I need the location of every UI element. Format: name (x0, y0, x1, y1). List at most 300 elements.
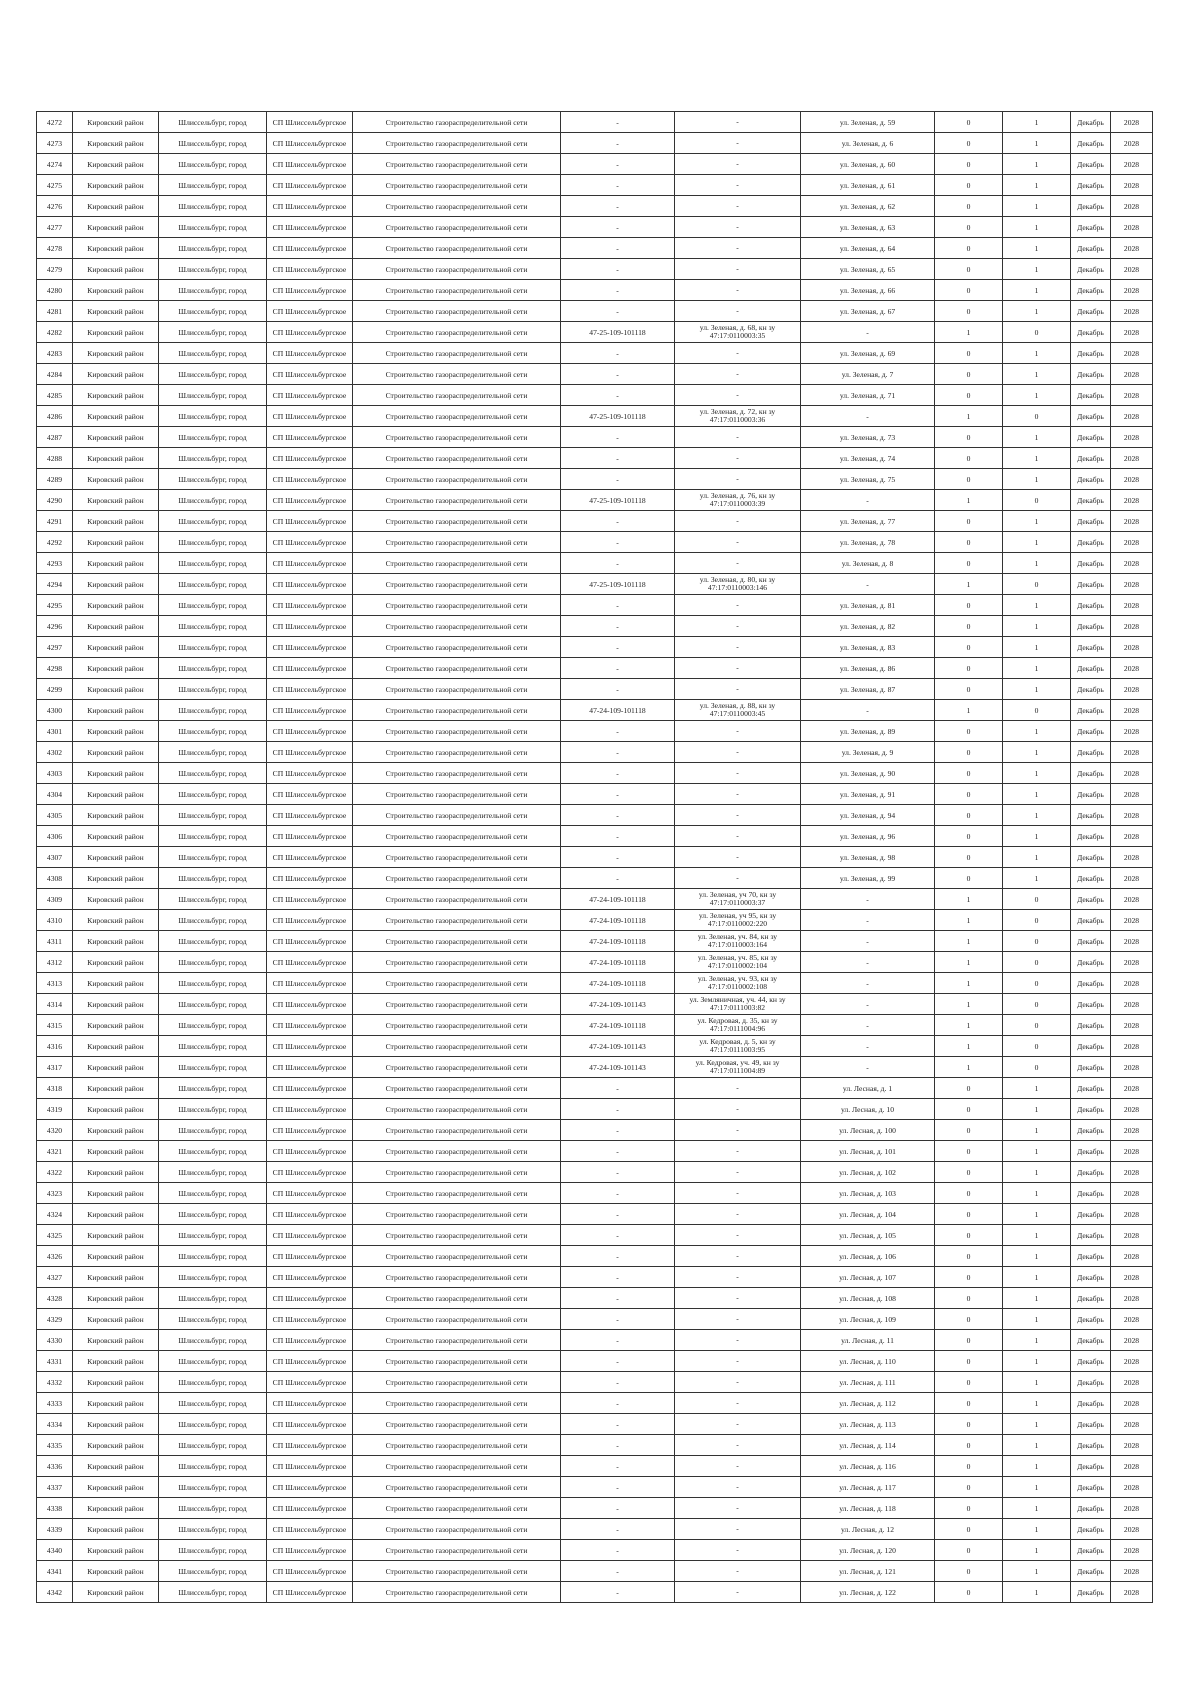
cell-row-number: 4300 (37, 700, 73, 721)
cell-settlement: Шлиссельбург, город (159, 1057, 267, 1078)
table-row (37, 1120, 1153, 1141)
cell-count-b: 1 (1003, 217, 1071, 238)
cell-municipality: СП Шлиссельбургское (267, 301, 353, 322)
cell-year: 2028 (1111, 1414, 1153, 1435)
cell-month: Декабрь (1071, 238, 1111, 259)
cell-count-a: 0 (935, 679, 1003, 700)
cell-work-type: Строительство газораспределительной сети (353, 1540, 561, 1561)
cell-gdo-code: - (561, 1204, 675, 1225)
cell-cadastral-address: - (675, 1330, 801, 1351)
cell-count-a: 0 (935, 1477, 1003, 1498)
cell-cadastral-address: ул. Кедровая, д. 5, кн зу 47:17:0111003:95 (675, 1036, 801, 1057)
cell-row-number: 4293 (37, 553, 73, 574)
cell-month: Декабрь (1071, 1309, 1111, 1330)
cell-address: ул. Лесная, д. 118 (801, 1498, 935, 1519)
cell-address: ул. Зеленая, д. 67 (801, 301, 935, 322)
cell-cadastral-address: - (675, 1309, 801, 1330)
cell-count-b: 1 (1003, 364, 1071, 385)
cell-municipality: СП Шлиссельбургское (267, 784, 353, 805)
cell-cadastral-address: - (675, 1099, 801, 1120)
cell-count-b: 1 (1003, 1393, 1071, 1414)
cell-address: ул. Зеленая, д. 65 (801, 259, 935, 280)
cell-municipality: СП Шлиссельбургское (267, 616, 353, 637)
cell-address: ул. Лесная, д. 105 (801, 1225, 935, 1246)
cell-row-number: 4319 (37, 1099, 73, 1120)
cell-address: ул. Зеленая, д. 64 (801, 238, 935, 259)
cell-count-a: 1 (935, 406, 1003, 427)
cell-municipality: СП Шлиссельбургское (267, 133, 353, 154)
cell-work-type: Строительство газораспределительной сети (353, 994, 561, 1015)
cell-year: 2028 (1111, 175, 1153, 196)
cell-district: Кировский район (73, 1246, 159, 1267)
cell-settlement: Шлиссельбург, город (159, 1288, 267, 1309)
cell-row-number: 4325 (37, 1225, 73, 1246)
cell-address: - (801, 700, 935, 721)
cell-year: 2028 (1111, 1456, 1153, 1477)
cell-row-number: 4332 (37, 1372, 73, 1393)
cell-gdo-code: - (561, 469, 675, 490)
cell-row-number: 4295 (37, 595, 73, 616)
cell-month: Декабрь (1071, 1141, 1111, 1162)
cell-year: 2028 (1111, 826, 1153, 847)
cell-municipality: СП Шлиссельбургское (267, 1141, 353, 1162)
cell-address: - (801, 931, 935, 952)
cell-district: Кировский район (73, 1225, 159, 1246)
table-row (37, 889, 1153, 910)
cell-municipality: СП Шлиссельбургское (267, 1099, 353, 1120)
cell-year: 2028 (1111, 1498, 1153, 1519)
cell-address: ул. Зеленая, д. 62 (801, 196, 935, 217)
cell-month: Декабрь (1071, 553, 1111, 574)
cell-row-number: 4285 (37, 385, 73, 406)
cell-month: Декабрь (1071, 1036, 1111, 1057)
cell-work-type: Строительство газораспределительной сети (353, 1351, 561, 1372)
cell-settlement: Шлиссельбург, город (159, 1309, 267, 1330)
cell-count-a: 0 (935, 532, 1003, 553)
cell-work-type: Строительство газораспределительной сети (353, 1498, 561, 1519)
cell-municipality: СП Шлиссельбургское (267, 721, 353, 742)
cell-year: 2028 (1111, 658, 1153, 679)
cell-gdo-code: 47-24-109-101143 (561, 1057, 675, 1078)
cell-district: Кировский район (73, 1561, 159, 1582)
table-row (37, 553, 1153, 574)
cell-year: 2028 (1111, 973, 1153, 994)
table-row (37, 1267, 1153, 1288)
cell-address: ул. Лесная, д. 108 (801, 1288, 935, 1309)
cell-year: 2028 (1111, 490, 1153, 511)
cell-year: 2028 (1111, 427, 1153, 448)
cell-address: ул. Лесная, д. 114 (801, 1435, 935, 1456)
cell-count-a: 1 (935, 1036, 1003, 1057)
cell-gdo-code: - (561, 532, 675, 553)
cell-gdo-code: - (561, 154, 675, 175)
cell-count-b: 1 (1003, 679, 1071, 700)
cell-municipality: СП Шлиссельбургское (267, 364, 353, 385)
cell-count-a: 0 (935, 721, 1003, 742)
cell-settlement: Шлиссельбург, город (159, 490, 267, 511)
cell-work-type: Строительство газораспределительной сети (353, 1309, 561, 1330)
cell-district: Кировский район (73, 322, 159, 343)
cell-count-a: 1 (935, 994, 1003, 1015)
cell-count-b: 1 (1003, 1204, 1071, 1225)
cell-address: ул. Зеленая, д. 78 (801, 532, 935, 553)
cell-work-type: Строительство газораспределительной сети (353, 952, 561, 973)
cell-cadastral-address: - (675, 175, 801, 196)
cell-cadastral-address: - (675, 154, 801, 175)
cell-count-a: 0 (935, 763, 1003, 784)
cell-month: Декабрь (1071, 532, 1111, 553)
cell-work-type: Строительство газораспределительной сети (353, 1204, 561, 1225)
cell-district: Кировский район (73, 847, 159, 868)
cell-count-a: 0 (935, 511, 1003, 532)
cell-work-type: Строительство газораспределительной сети (353, 1120, 561, 1141)
cell-month: Декабрь (1071, 1246, 1111, 1267)
cell-settlement: Шлиссельбург, город (159, 910, 267, 931)
cell-work-type: Строительство газораспределительной сети (353, 280, 561, 301)
cell-settlement: Шлиссельбург, город (159, 1267, 267, 1288)
cell-district: Кировский район (73, 1477, 159, 1498)
cell-count-a: 0 (935, 742, 1003, 763)
cell-gdo-code: 47-24-109-101118 (561, 1015, 675, 1036)
cell-municipality: СП Шлиссельбургское (267, 637, 353, 658)
cell-gdo-code: 47-25-109-101118 (561, 574, 675, 595)
cell-year: 2028 (1111, 1393, 1153, 1414)
cell-count-a: 0 (935, 259, 1003, 280)
cell-row-number: 4298 (37, 658, 73, 679)
cell-district: Кировский район (73, 1288, 159, 1309)
cell-year: 2028 (1111, 1099, 1153, 1120)
cell-year: 2028 (1111, 679, 1153, 700)
cell-gdo-code: 47-25-109-101118 (561, 490, 675, 511)
cell-municipality: СП Шлиссельбургское (267, 910, 353, 931)
cell-gdo-code: - (561, 1540, 675, 1561)
cell-cadastral-address: - (675, 847, 801, 868)
cell-municipality: СП Шлиссельбургское (267, 1393, 353, 1414)
cell-district: Кировский район (73, 616, 159, 637)
cell-year: 2028 (1111, 1582, 1153, 1603)
cell-gdo-code: - (561, 511, 675, 532)
cell-year: 2028 (1111, 637, 1153, 658)
cell-year: 2028 (1111, 1015, 1153, 1036)
cell-count-a: 0 (935, 637, 1003, 658)
cell-year: 2028 (1111, 1120, 1153, 1141)
cell-gdo-code: - (561, 1309, 675, 1330)
cell-gdo-code: - (561, 616, 675, 637)
cell-month: Декабрь (1071, 1519, 1111, 1540)
cell-address: ул. Зеленая, д. 81 (801, 595, 935, 616)
cell-address: - (801, 973, 935, 994)
cell-cadastral-address: ул. Кедровая, д. 35, кн зу 47:17:0111004:96 (675, 1015, 801, 1036)
cell-gdo-code: - (561, 1330, 675, 1351)
cell-work-type: Строительство газораспределительной сети (353, 1225, 561, 1246)
cell-year: 2028 (1111, 301, 1153, 322)
cell-month: Декабрь (1071, 952, 1111, 973)
cell-settlement: Шлиссельбург, город (159, 1372, 267, 1393)
cell-settlement: Шлиссельбург, город (159, 511, 267, 532)
cell-cadastral-address: - (675, 301, 801, 322)
cell-municipality: СП Шлиссельбургское (267, 868, 353, 889)
cell-work-type: Строительство газораспределительной сети (353, 511, 561, 532)
cell-row-number: 4315 (37, 1015, 73, 1036)
cell-municipality: СП Шлиссельбургское (267, 1519, 353, 1540)
cell-count-b: 0 (1003, 889, 1071, 910)
cell-row-number: 4284 (37, 364, 73, 385)
table-row (37, 154, 1153, 175)
cell-settlement: Шлиссельбург, город (159, 742, 267, 763)
cell-settlement: Шлиссельбург, город (159, 1099, 267, 1120)
cell-municipality: СП Шлиссельбургское (267, 1498, 353, 1519)
table-row (37, 1162, 1153, 1183)
cell-work-type: Строительство газораспределительной сети (353, 1099, 561, 1120)
cell-month: Декабрь (1071, 469, 1111, 490)
cell-work-type: Строительство газораспределительной сети (353, 973, 561, 994)
cell-work-type: Строительство газораспределительной сети (353, 154, 561, 175)
cell-cadastral-address: - (675, 826, 801, 847)
cell-cadastral-address: ул. Зеленая, уч. 84, кн зу 47:17:0110003:164 (675, 931, 801, 952)
cell-row-number: 4297 (37, 637, 73, 658)
cell-month: Декабрь (1071, 1372, 1111, 1393)
cell-work-type: Строительство газораспределительной сети (353, 1393, 561, 1414)
cell-count-b: 1 (1003, 1477, 1071, 1498)
cell-cadastral-address: - (675, 1435, 801, 1456)
cell-count-b: 1 (1003, 553, 1071, 574)
cell-municipality: СП Шлиссельбургское (267, 217, 353, 238)
table-row (37, 637, 1153, 658)
cell-year: 2028 (1111, 868, 1153, 889)
cell-settlement: Шлиссельбург, город (159, 1456, 267, 1477)
cell-count-b: 0 (1003, 700, 1071, 721)
cell-municipality: СП Шлиссельбургское (267, 1057, 353, 1078)
cell-cadastral-address: ул. Зеленая, уч. 93, кн зу 47:17:0110002:108 (675, 973, 801, 994)
cell-row-number: 4302 (37, 742, 73, 763)
cell-address: - (801, 952, 935, 973)
cell-gdo-code: - (561, 1519, 675, 1540)
cell-settlement: Шлиссельбург, город (159, 595, 267, 616)
cell-address: ул. Зеленая, д. 91 (801, 784, 935, 805)
cell-municipality: СП Шлиссельбургское (267, 679, 353, 700)
cell-address: ул. Лесная, д. 1 (801, 1078, 935, 1099)
cell-address: ул. Зеленая, д. 66 (801, 280, 935, 301)
cell-settlement: Шлиссельбург, город (159, 301, 267, 322)
cell-municipality: СП Шлиссельбургское (267, 259, 353, 280)
cell-month: Декабрь (1071, 994, 1111, 1015)
table-row (37, 847, 1153, 868)
cell-municipality: СП Шлиссельбургское (267, 1288, 353, 1309)
cell-year: 2028 (1111, 469, 1153, 490)
cell-count-b: 0 (1003, 1036, 1071, 1057)
cell-address: ул. Лесная, д. 101 (801, 1141, 935, 1162)
cell-gdo-code: 47-24-109-101118 (561, 700, 675, 721)
cell-address: - (801, 910, 935, 931)
cell-row-number: 4288 (37, 448, 73, 469)
cell-count-a: 0 (935, 616, 1003, 637)
cell-settlement: Шлиссельбург, город (159, 1477, 267, 1498)
cell-cadastral-address: ул. Зеленая, д. 80, кн зу 47:17:0110003:146 (675, 574, 801, 595)
cell-gdo-code: 47-24-109-101118 (561, 889, 675, 910)
cell-district: Кировский район (73, 196, 159, 217)
cell-district: Кировский район (73, 238, 159, 259)
cell-work-type: Строительство газораспределительной сети (353, 490, 561, 511)
cell-month: Декабрь (1071, 364, 1111, 385)
cell-municipality: СП Шлиссельбургское (267, 469, 353, 490)
cell-count-b: 1 (1003, 1141, 1071, 1162)
table-row (37, 616, 1153, 637)
cell-month: Декабрь (1071, 868, 1111, 889)
table-row (37, 175, 1153, 196)
cell-address: ул. Зеленая, д. 6 (801, 133, 935, 154)
cell-address: ул. Лесная, д. 113 (801, 1414, 935, 1435)
cell-district: Кировский район (73, 868, 159, 889)
cell-district: Кировский район (73, 1036, 159, 1057)
cell-settlement: Шлиссельбург, город (159, 1414, 267, 1435)
cell-district: Кировский район (73, 1141, 159, 1162)
cell-count-a: 0 (935, 1519, 1003, 1540)
cell-cadastral-address: - (675, 1078, 801, 1099)
cell-district: Кировский район (73, 1351, 159, 1372)
cell-year: 2028 (1111, 112, 1153, 133)
cell-municipality: СП Шлиссельбургское (267, 742, 353, 763)
cell-count-b: 1 (1003, 1330, 1071, 1351)
cell-gdo-code: 47-25-109-101118 (561, 322, 675, 343)
cell-district: Кировский район (73, 1309, 159, 1330)
cell-row-number: 4313 (37, 973, 73, 994)
cell-work-type: Строительство газораспределительной сети (353, 112, 561, 133)
cell-address: ул. Зеленая, д. 94 (801, 805, 935, 826)
cell-address: ул. Зеленая, д. 87 (801, 679, 935, 700)
cell-month: Декабрь (1071, 133, 1111, 154)
table-row (37, 301, 1153, 322)
cell-count-a: 0 (935, 385, 1003, 406)
cell-gdo-code: - (561, 238, 675, 259)
cell-municipality: СП Шлиссельбургское (267, 1309, 353, 1330)
cell-month: Декабрь (1071, 1456, 1111, 1477)
cell-month: Декабрь (1071, 721, 1111, 742)
cell-work-type: Строительство газораспределительной сети (353, 658, 561, 679)
cell-settlement: Шлиссельбург, город (159, 238, 267, 259)
cell-gdo-code: - (561, 1267, 675, 1288)
cell-count-a: 0 (935, 847, 1003, 868)
table-row (37, 700, 1153, 721)
cell-district: Кировский район (73, 364, 159, 385)
cell-settlement: Шлиссельбург, город (159, 259, 267, 280)
table-row (37, 1288, 1153, 1309)
table-row (37, 973, 1153, 994)
cell-gdo-code: - (561, 196, 675, 217)
table-row (37, 1246, 1153, 1267)
cell-count-a: 0 (935, 826, 1003, 847)
cell-work-type: Строительство газораспределительной сети (353, 217, 561, 238)
cell-district: Кировский район (73, 1120, 159, 1141)
cell-count-a: 0 (935, 1099, 1003, 1120)
cell-count-a: 1 (935, 1057, 1003, 1078)
cell-year: 2028 (1111, 1036, 1153, 1057)
cell-count-b: 1 (1003, 1456, 1071, 1477)
cell-district: Кировский район (73, 280, 159, 301)
cell-settlement: Шлиссельбург, город (159, 343, 267, 364)
cell-settlement: Шлиссельбург, город (159, 616, 267, 637)
table-row (37, 595, 1153, 616)
cell-cadastral-address: - (675, 280, 801, 301)
cell-settlement: Шлиссельбург, город (159, 364, 267, 385)
cell-count-a: 0 (935, 805, 1003, 826)
cell-count-a: 0 (935, 133, 1003, 154)
cell-cadastral-address: - (675, 1141, 801, 1162)
table-row (37, 1204, 1153, 1225)
cell-address: ул. Лесная, д. 102 (801, 1162, 935, 1183)
cell-count-a: 0 (935, 1246, 1003, 1267)
table-row (37, 1141, 1153, 1162)
cell-gdo-code: 47-24-109-101143 (561, 994, 675, 1015)
cell-count-b: 0 (1003, 973, 1071, 994)
cell-work-type: Строительство газораспределительной сети (353, 1183, 561, 1204)
cell-district: Кировский район (73, 1582, 159, 1603)
cell-month: Декабрь (1071, 889, 1111, 910)
cell-municipality: СП Шлиссельбургское (267, 889, 353, 910)
cell-count-a: 0 (935, 280, 1003, 301)
cell-cadastral-address: - (675, 1477, 801, 1498)
cell-gdo-code: - (561, 1078, 675, 1099)
cell-count-b: 1 (1003, 721, 1071, 742)
cell-municipality: СП Шлиссельбургское (267, 805, 353, 826)
cell-district: Кировский район (73, 805, 159, 826)
cell-gdo-code: - (561, 427, 675, 448)
cell-district: Кировский район (73, 469, 159, 490)
cell-month: Декабрь (1071, 1225, 1111, 1246)
cell-gdo-code: - (561, 658, 675, 679)
cell-count-b: 1 (1003, 1540, 1071, 1561)
cell-cadastral-address: ул. Зеленая, д. 76, кн зу 47:17:0110003:39 (675, 490, 801, 511)
cell-year: 2028 (1111, 1477, 1153, 1498)
cell-row-number: 4303 (37, 763, 73, 784)
cell-address: ул. Зеленая, д. 98 (801, 847, 935, 868)
cell-address: ул. Зеленая, д. 69 (801, 343, 935, 364)
cell-work-type: Строительство газораспределительной сети (353, 784, 561, 805)
cell-count-a: 0 (935, 469, 1003, 490)
cell-municipality: СП Шлиссельбургское (267, 343, 353, 364)
table-row (37, 868, 1153, 889)
cell-district: Кировский район (73, 637, 159, 658)
cell-district: Кировский район (73, 1393, 159, 1414)
cell-work-type: Строительство газораспределительной сети (353, 1435, 561, 1456)
cell-row-number: 4280 (37, 280, 73, 301)
cell-count-a: 0 (935, 1435, 1003, 1456)
table-row (37, 259, 1153, 280)
cell-municipality: СП Шлиссельбургское (267, 322, 353, 343)
cell-settlement: Шлиссельбург, город (159, 658, 267, 679)
cell-district: Кировский район (73, 217, 159, 238)
cell-row-number: 4318 (37, 1078, 73, 1099)
cell-row-number: 4311 (37, 931, 73, 952)
cell-row-number: 4338 (37, 1498, 73, 1519)
cell-count-a: 0 (935, 1414, 1003, 1435)
cell-municipality: СП Шлиссельбургское (267, 1267, 353, 1288)
cell-row-number: 4341 (37, 1561, 73, 1582)
cell-count-b: 1 (1003, 448, 1071, 469)
cell-district: Кировский район (73, 1204, 159, 1225)
cell-row-number: 4342 (37, 1582, 73, 1603)
table-row (37, 1435, 1153, 1456)
cell-settlement: Шлиссельбург, город (159, 763, 267, 784)
cell-address: ул. Лесная, д. 109 (801, 1309, 935, 1330)
cell-year: 2028 (1111, 1225, 1153, 1246)
cell-district: Кировский район (73, 574, 159, 595)
cell-count-b: 1 (1003, 427, 1071, 448)
cell-count-a: 0 (935, 448, 1003, 469)
cell-address: - (801, 1057, 935, 1078)
cell-address: - (801, 1015, 935, 1036)
cell-municipality: СП Шлиссельбургское (267, 1456, 353, 1477)
cell-gdo-code: 47-24-109-101118 (561, 931, 675, 952)
